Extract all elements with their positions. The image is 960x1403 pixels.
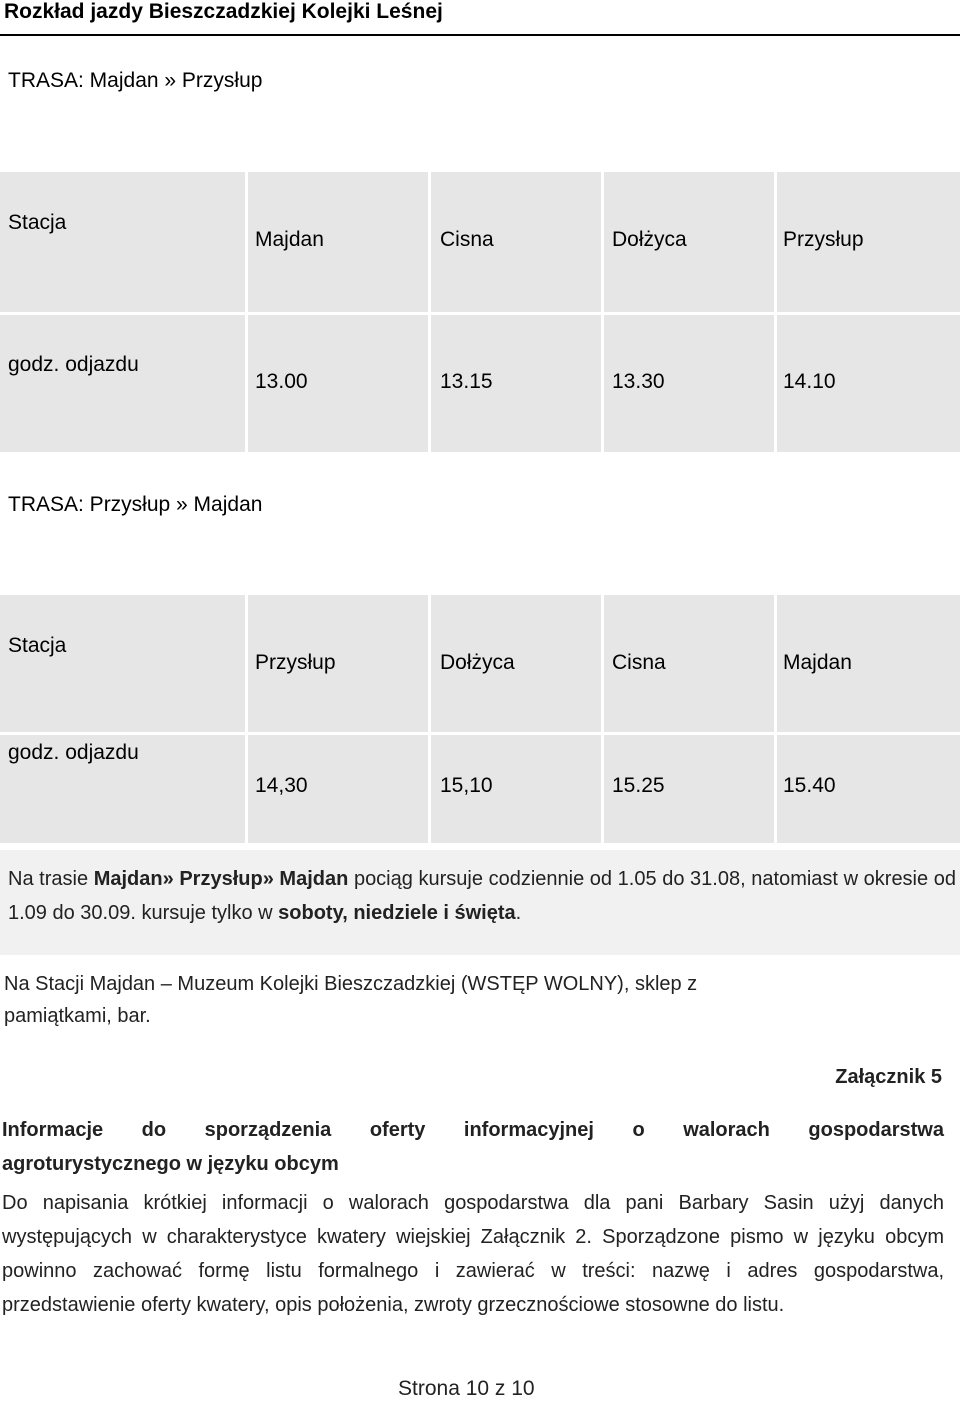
document-title: Rozkład jazdy Bieszczadzkiej Kolejki Leśnej (4, 0, 443, 23)
page-number: Strona 10 z 10 (398, 1377, 535, 1400)
table-cell: Przysłup (255, 651, 336, 674)
table-cell: Dołżyca (440, 651, 515, 674)
table-cell: Majdan (255, 228, 324, 251)
row-label-station: Stacja (8, 634, 67, 657)
row-label-departure: godz. odjazdu (8, 741, 139, 764)
table-cell: 13.15 (440, 370, 493, 393)
table-cell: 14,30 (255, 774, 308, 797)
table-cell: 13.30 (612, 370, 665, 393)
table-cell: 15.40 (783, 774, 836, 797)
table-cell: 15,10 (440, 774, 493, 797)
table-cell: 14.10 (783, 370, 836, 393)
museum-info: Na Stacji Majdan – Muzeum Kolejki Bieszczadzkiej (WSTĘP WOLNY), sklep z pamiątkami, bar. (4, 973, 698, 1027)
route-title-2: TRASA: Przysłup » Majdan (8, 493, 263, 516)
table-cell: Dołżyca (612, 228, 687, 251)
route-title-1: TRASA: Majdan » Przysłup (8, 69, 263, 92)
table-cell: 15.25 (612, 774, 665, 797)
table-cell: 13.00 (255, 370, 308, 393)
table-cell: Majdan (783, 651, 852, 674)
row-label-station: Stacja (8, 211, 67, 234)
header-divider (0, 34, 960, 36)
info-heading: Informacje do sporządzenia oferty informacyjnej o walorach gospodarstwa agroturystycznego w języku obcym (2, 1119, 944, 1175)
instruction-paragraph: Do napisania krótkiej informacji o walorach gospodarstwa dla pani Barbary Sasin użyj danych występujących w charakterystyce kwatery wiejskiej Załącznik 2. Sporządzone pismo w języku obcym powinno zachować formę listu formalnego i zawierać w treści: nazwę i adres gospodarstwa, przedstawienie oferty kwatery, opis położenia, zwroty grzecznościowe stosowne do listu. (2, 1192, 944, 1316)
table-cell: Cisna (440, 228, 494, 251)
annex-label: Załącznik 5 (835, 1066, 942, 1088)
table-cell: Cisna (612, 651, 666, 674)
schedule-notice: Na trasie Majdan» Przysłup» Majdan pociąg kursuje codziennie od 1.05 do 31.08, natomiast w okresie od 1.09 do 30.09. kursuje tylko w soboty, niedziele i święta. (8, 868, 956, 924)
table-cell: Przysłup (783, 228, 864, 251)
row-label-departure: godz. odjazdu (8, 353, 139, 376)
